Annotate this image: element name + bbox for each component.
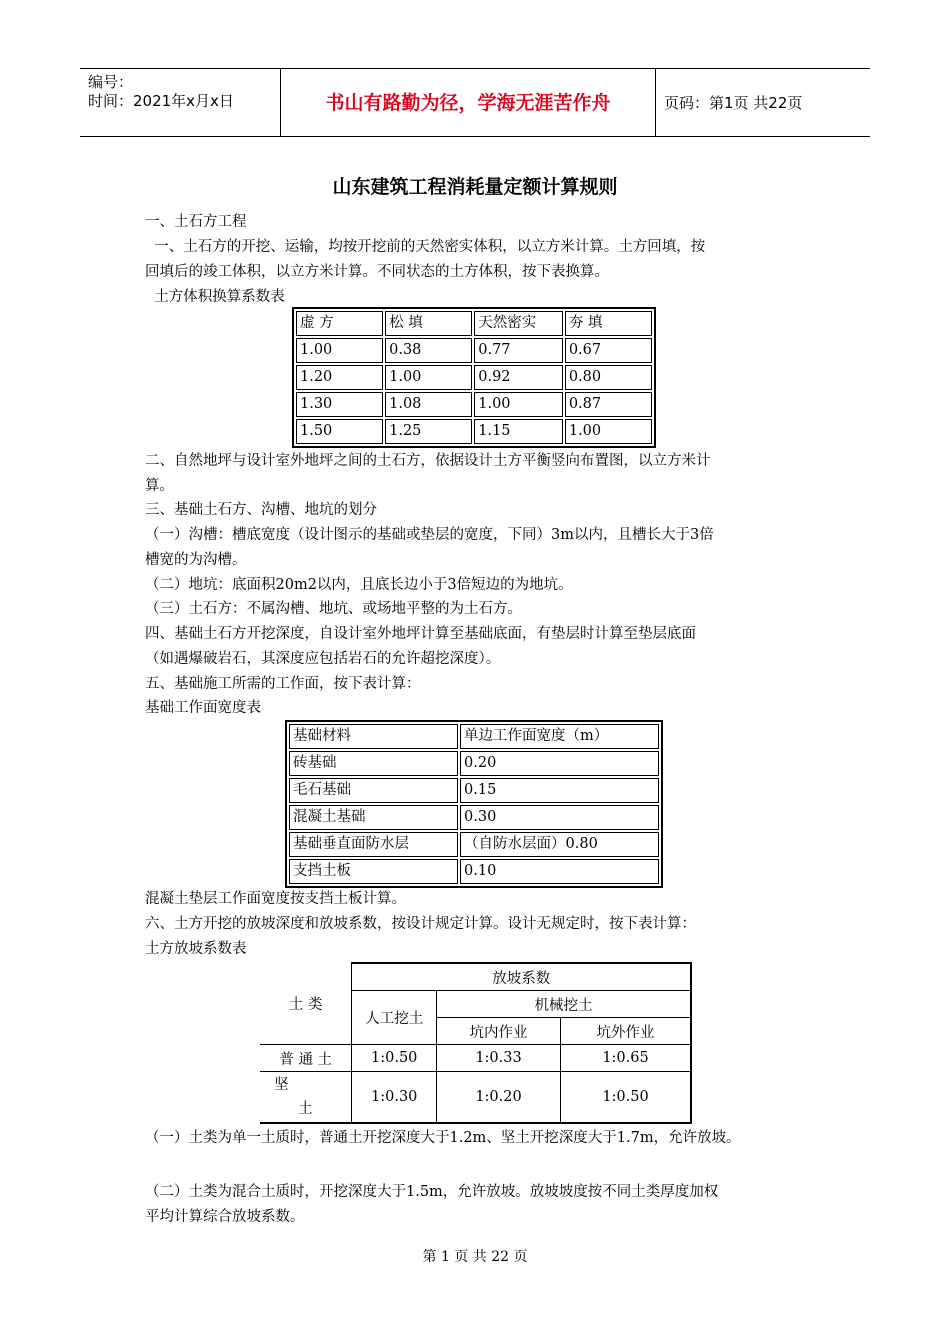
table-row — [296, 419, 652, 444]
table-cell: 1.00 — [385, 365, 472, 390]
document-date-label: 时间：2021年x月x日 — [88, 92, 234, 110]
paragraph-1-line2: 回填后的竣工体积，以立方米计算。不同状态的土方体积，按下表换算。 — [145, 264, 609, 280]
workface-table-caption: 基础工作面宽度表 — [145, 700, 261, 716]
paragraph-2-line1: 二、自然地坪与设计室外地坪之间的土石方，依据设计土方平衡竖向布置图，以立方米计 — [145, 453, 711, 469]
table-cell: 1.15 — [474, 419, 563, 444]
table-cell: 1:0.50 — [561, 1072, 691, 1124]
table-cell: 0.20 — [460, 751, 659, 776]
volume-table-caption: 土方体积换算系数表 — [145, 289, 285, 305]
table-cell: 支挡土板 — [289, 859, 458, 884]
table-cell: 1:0.30 — [352, 1072, 437, 1124]
paragraph-mixed-soil-line2: 平均计算综合放坡系数。 — [145, 1209, 305, 1225]
header-bottom-rule — [80, 136, 870, 137]
slope-coefficient-header: 放坡系数 — [352, 963, 691, 991]
table-cell: 1:0.20 — [437, 1072, 561, 1124]
paragraph-pit: （二）地坑：底面积20m2以内，且底长边小于3倍短边的为地坑。 — [145, 577, 573, 593]
page-footer: 第 1 页 共 22 页 — [422, 1249, 528, 1265]
table-cell: 0.30 — [460, 805, 659, 830]
slope-coefficient-table — [260, 962, 692, 1124]
table-row — [260, 1072, 691, 1124]
table-header-row — [289, 724, 659, 749]
table-row — [296, 392, 652, 417]
table-cell: 1.00 — [296, 338, 383, 363]
machine-dig-header: 机械挖土 — [437, 991, 691, 1018]
soil-type-cell — [260, 1072, 352, 1124]
table-row — [296, 338, 652, 363]
table-row — [289, 751, 659, 776]
section-heading-earthwork: 一、土石方工程 — [145, 214, 247, 230]
table-header-cell: 基础材料 — [289, 724, 458, 749]
table-cell: 1:0.65 — [561, 1045, 691, 1072]
paragraph-3: 三、基础土石方、沟槽、地坑的划分 — [145, 502, 377, 518]
table-header-cell: 夯 填 — [565, 311, 652, 336]
soil-type-header: 土 类 — [260, 963, 352, 1045]
table-header-row — [260, 963, 691, 991]
table-cell: 0.10 — [460, 859, 659, 884]
table-cell: 0.80 — [565, 365, 652, 390]
header-divider-left — [280, 68, 281, 136]
table-row — [289, 805, 659, 830]
table-cell: 1.08 — [385, 392, 472, 417]
volume-conversion-table — [292, 307, 656, 448]
paragraph-5: 五、基础施工所需的工作面，按下表计算： — [145, 676, 421, 692]
table-cell: 0.77 — [474, 338, 563, 363]
table-cell: 0.92 — [474, 365, 563, 390]
table-header-cell: 单边工作面宽度（m） — [460, 724, 659, 749]
soil-type-cell: 普 通 土 — [260, 1045, 352, 1072]
paragraph-4-line2: （如遇爆破岩石，其深度应包括岩石的允许超挖深度）。 — [145, 651, 501, 667]
paragraph-earth: （三）土石方：不属沟槽、地坑、或场地平整的为土石方。 — [145, 601, 522, 617]
document-number-label: 编号： — [88, 73, 134, 91]
out-pit-header: 坑外作业 — [561, 1018, 691, 1045]
table-row — [296, 365, 652, 390]
table-row — [289, 778, 659, 803]
soil-type-line: 坚 — [274, 1077, 289, 1093]
table-cell: 1.20 — [296, 365, 383, 390]
table-cell: 1.25 — [385, 419, 472, 444]
table-cell: 0.67 — [565, 338, 652, 363]
paragraph-6: 六、土方开挖的放坡深度和放坡系数，按设计规定计算。设计无规定时，按下表计算： — [145, 916, 696, 932]
table-cell: （自防水层面）0.80 — [460, 832, 659, 857]
table-cell: 1:0.33 — [437, 1045, 561, 1072]
table-row — [260, 1045, 691, 1072]
table-cell: 1.50 — [296, 419, 383, 444]
header-divider-right — [655, 68, 656, 136]
slope-table-caption: 土方放坡系数表 — [145, 941, 247, 957]
table-cell: 0.15 — [460, 778, 659, 803]
table-row — [289, 832, 659, 857]
table-cell: 混凝土基础 — [289, 805, 458, 830]
table-header-cell: 天然密实 — [474, 311, 563, 336]
paragraph-1-line1: 一、土石方的开挖、运输，均按开挖前的天然密实体积，以立方米计算。土方回填，按 — [145, 239, 706, 255]
paragraph-2-line2: 算。 — [145, 478, 174, 494]
page-number-label: 页码：第1页 共22页 — [664, 94, 803, 112]
table-cell: 毛石基础 — [289, 778, 458, 803]
paragraph-single-soil: （一）土类为单一土质时，普通土开挖深度大于1.2m、坚土开挖深度大于1.7m，允许放坡。 — [145, 1130, 741, 1146]
soil-type-line: 土 — [298, 1101, 313, 1117]
manual-dig-header: 人工挖土 — [352, 991, 437, 1045]
table-header-cell: 松 填 — [385, 311, 472, 336]
header-top-rule — [80, 68, 870, 69]
table-header-cell: 虚 方 — [296, 311, 383, 336]
table-cell: 1.00 — [474, 392, 563, 417]
paragraph-4-line1: 四、基础土石方开挖深度，自设计室外地坪计算至基础底面，有垫层时计算至垫层底面 — [145, 626, 696, 642]
table-row — [289, 859, 659, 884]
in-pit-header: 坑内作业 — [437, 1018, 561, 1045]
paragraph-trench-line2: 槽宽的为沟槽。 — [145, 552, 247, 568]
table-cell: 1.30 — [296, 392, 383, 417]
header-slogan: 书山有路勤为径，学海无涯苦作舟 — [325, 92, 611, 114]
table-cell: 0.38 — [385, 338, 472, 363]
paragraph-mixed-soil-line1: （二）土类为混合土质时，开挖深度大于1.5m，允许放坡。放坡坡度按不同土类厚度加权 — [145, 1184, 719, 1200]
table-cell: 1:0.50 — [352, 1045, 437, 1072]
table-cell: 砖基础 — [289, 751, 458, 776]
document-title: 山东建筑工程消耗量定额计算规则 — [332, 176, 618, 198]
workface-width-table — [285, 720, 663, 888]
table-cell: 基础垂直面防水层 — [289, 832, 458, 857]
table-header-row — [296, 311, 652, 336]
paragraph-trench-line1: （一）沟槽：槽底宽度（设计图示的基础或垫层的宽度，下同）3m以内，且槽长大于3倍 — [145, 527, 714, 543]
paragraph-cushion: 混凝土垫层工作面宽度按支挡土板计算。 — [145, 891, 406, 907]
table-cell: 1.00 — [565, 419, 652, 444]
table-cell: 0.87 — [565, 392, 652, 417]
